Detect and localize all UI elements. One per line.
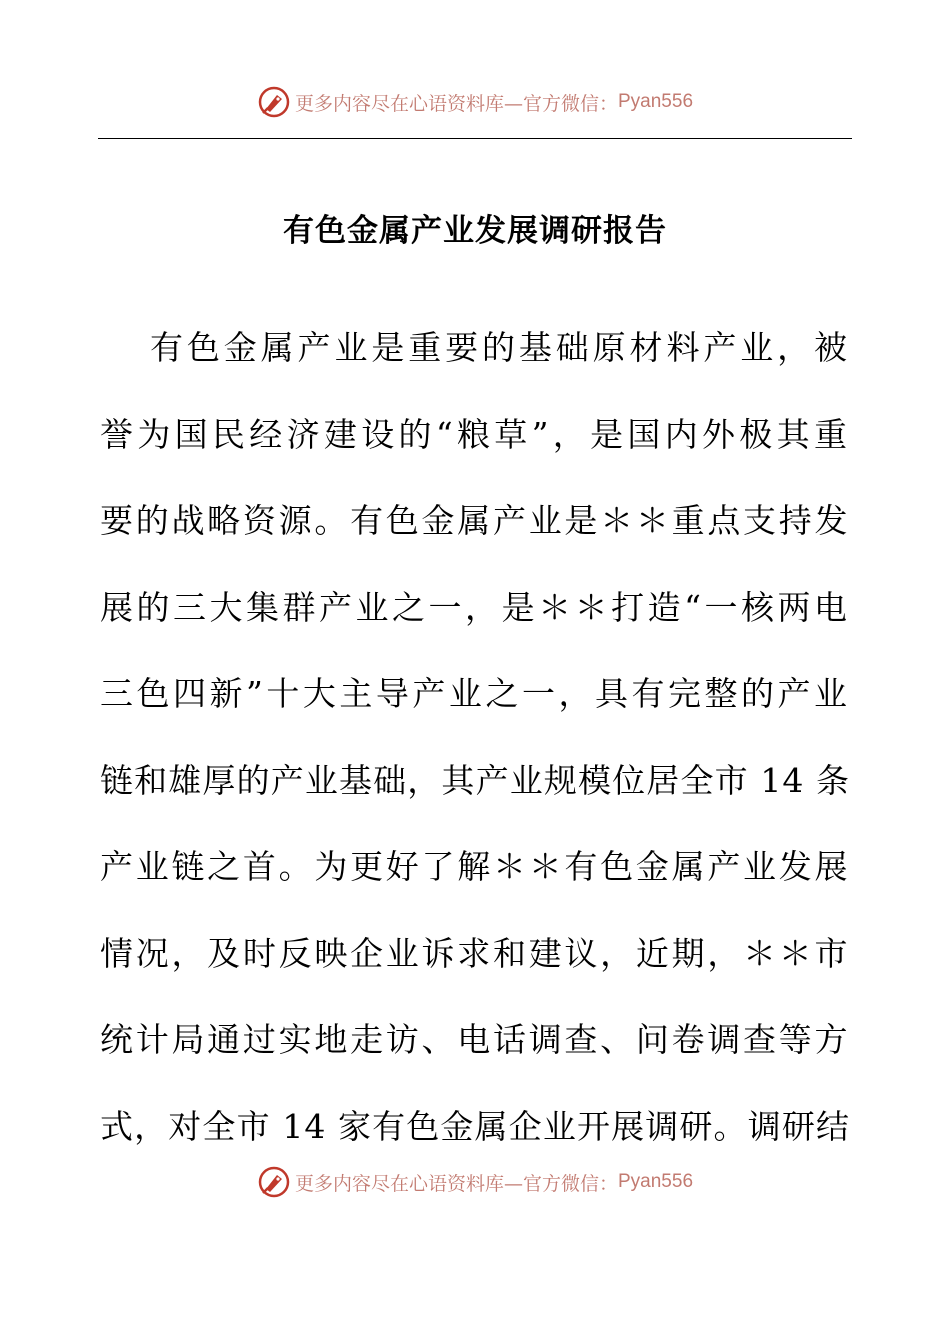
paragraph-line: 要的战略资源。有色金属产业是＊＊重点支持发 <box>100 501 850 540</box>
wechat-id: Pyan556 <box>618 1171 694 1192</box>
pen-nib-icon <box>257 85 291 119</box>
paragraph-line: 统计局通过实地走访、电话调查、问卷调查等方 <box>100 1020 850 1059</box>
paragraph-line: 誉为国民经济建设的“粮草”，是国内外极其重 <box>100 414 850 454</box>
paragraph-line: 情况，及时反映企业诉求和建议，近期，＊＊市 <box>100 933 850 973</box>
paragraph-line: 三色四新”十大主导产业之一，具有完整的产业 <box>100 674 850 713</box>
document-title: 有色金属产业发展调研报告 <box>283 213 667 249</box>
paragraph-line: 式，对全市 14 家有色金属企业开展调研。调研结 <box>100 1106 850 1146</box>
paragraph-line: 链和雄厚的产业基础，其产业规模位居全市 14 条 <box>100 760 850 800</box>
paragraph-line: 有色金属产业是重要的基础原材料产业，被 <box>150 328 850 367</box>
pen-nib-icon <box>257 1165 291 1199</box>
paragraph-line: 展的三大集群产业之一，是＊＊打造“一核两电 <box>100 587 850 627</box>
banner-text: 更多内容尽在心语资料库—官方微信： <box>294 1172 618 1195</box>
banner-text: 更多内容尽在心语资料库—官方微信： <box>294 92 618 115</box>
document-body <box>100 305 850 1170</box>
header-divider <box>98 138 852 139</box>
footer-banner <box>0 1162 950 1202</box>
paragraph-line: 产业链之首。为更好了解＊＊有色金属产业发展 <box>100 847 850 886</box>
wechat-id: Pyan556 <box>618 91 694 112</box>
header-banner <box>0 82 950 122</box>
